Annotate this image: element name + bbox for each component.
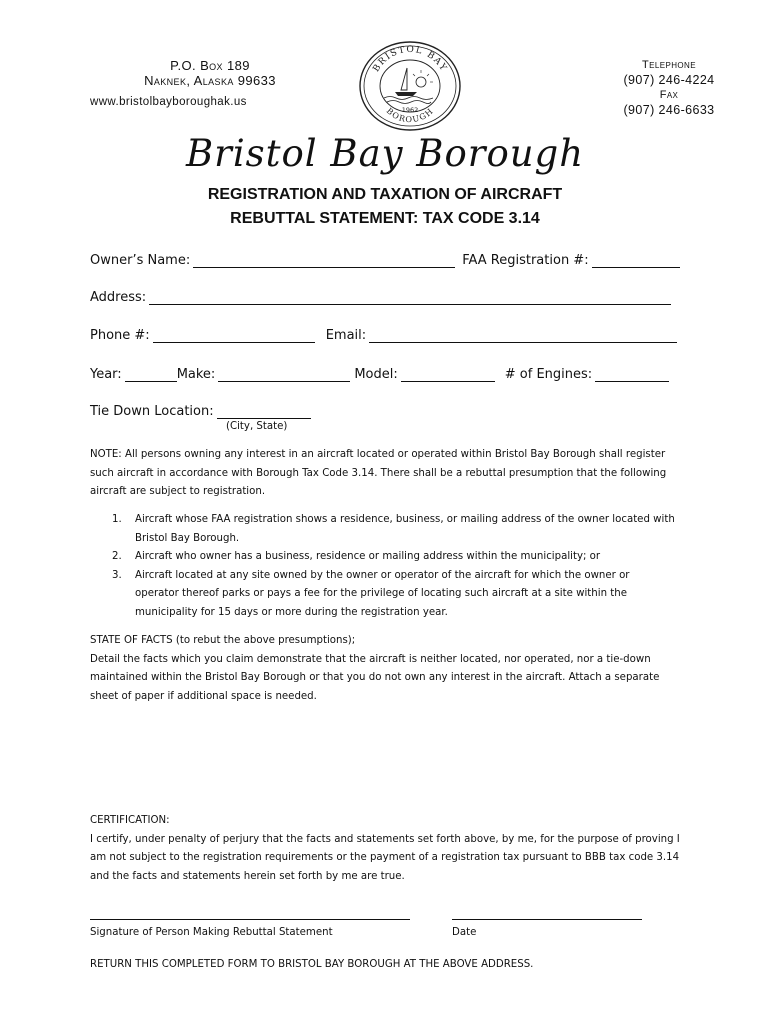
owner-row: [90, 248, 674, 268]
owner-name-label: Owner’s Name:: [90, 253, 191, 268]
year-label: Year:: [90, 367, 122, 382]
list-item-line: Aircraft whose FAA registration shows a residence, business, or mailing address of the owner located with: [135, 514, 675, 525]
seal-year: 1962: [401, 106, 419, 114]
fax-number: (907) 246-6633: [623, 103, 715, 117]
list-item-line: Aircraft who owner has a business, residence or mailing address within the municipality; or: [135, 551, 601, 562]
engines-field[interactable]: [595, 367, 669, 382]
facts-line: Detail the facts which you claim demonstrate that the aircraft is neither located, nor operated, nor a tie-down: [90, 653, 651, 665]
note-line: such aircraft in accordance with Borough Tax Code 3.14. There shall be a rebuttal presumption that the following: [90, 467, 667, 479]
list-item-number: 1.: [112, 514, 122, 525]
address-line-2: Naknek, Alaska 99633: [144, 73, 276, 88]
phone-label: Phone #:: [90, 328, 150, 343]
facts-line: sheet of paper if additional space is needed.: [90, 690, 317, 702]
email-label: Email:: [325, 328, 367, 343]
form-title-line-1: REGISTRATION AND TAXATION OF AIRCRAFT: [207, 186, 563, 203]
list-item-line: operator thereof parks or pays a fee for the privilege of locating such aircraft at a site within the: [135, 588, 627, 599]
address-field[interactable]: [149, 290, 671, 305]
faa-registration-label: FAA Registration #:: [462, 253, 589, 268]
form-title-line-2: REBUTTAL STATEMENT: TAX CODE 3.14: [230, 210, 540, 227]
telephone-number: (907) 246-4224: [623, 73, 715, 87]
mailing-address: [110, 58, 310, 88]
seal-text-top: BRISTOL BAY: [371, 44, 449, 74]
model-field[interactable]: [401, 367, 495, 382]
list-item-line: Aircraft located at any site owned by the owner or operator of the aircraft for which the owner or: [135, 569, 630, 581]
list-item: [90, 511, 690, 548]
contact-block: [600, 58, 738, 118]
list-item-line: municipality for 15 days or more during the registration year.: [135, 606, 448, 618]
phone-field[interactable]: [153, 328, 315, 343]
make-label: Make:: [176, 367, 216, 382]
email-field[interactable]: [369, 328, 677, 343]
tie-down-field[interactable]: [217, 404, 311, 419]
tie-down-label: Tie Down Location:: [90, 404, 214, 419]
date-field[interactable]: [452, 919, 642, 920]
make-field[interactable]: [218, 367, 350, 382]
list-item: [90, 567, 690, 623]
tie-down-row: [90, 399, 674, 419]
certification: [90, 812, 690, 886]
certification-line: and the facts and statements herein set forth by me are true.: [90, 870, 405, 882]
facts-heading: STATE OF FACTS (to rebut the above presumptions);: [90, 635, 356, 646]
certification-heading: CERTIFICATION:: [90, 815, 170, 826]
address-label: Address:: [90, 290, 147, 305]
signature-label: Signature of Person Making Rebuttal Statement: [90, 927, 333, 938]
seal-text-bottom: BOROUGH: [384, 106, 436, 125]
note-paragraph: [90, 446, 690, 502]
model-label: Model:: [354, 367, 398, 382]
facts-response-area[interactable]: [90, 712, 674, 802]
facts-line: maintained within the Bristol Bay Borough or that you do not own any interest in the aircraft. Attach a separate: [90, 672, 660, 683]
year-field[interactable]: [125, 367, 177, 382]
owner-name-field[interactable]: [193, 253, 455, 268]
list-item: [90, 548, 690, 567]
note-line: NOTE: All persons owning any interest in an aircraft located or operated within Bristol Bay Borough shall register: [90, 449, 666, 460]
website-link[interactable]: www.bristolbayboroughak.us: [90, 96, 247, 108]
list-item-number: 3.: [112, 569, 122, 581]
borough-name-script: Bristol Bay Borough: [185, 132, 585, 175]
fax-label: Fax: [659, 89, 679, 101]
presumption-list: [90, 511, 690, 622]
address-line-1: P.O. Box 189: [170, 58, 250, 73]
date-label: Date: [452, 927, 477, 938]
phone-email-row: [90, 323, 674, 343]
faa-registration-field[interactable]: [592, 253, 680, 268]
certification-line: I certify, under penalty of perjury that the facts and statements set forth above, by me, for the purpose of proving I: [90, 833, 680, 845]
list-item-number: 2.: [112, 551, 122, 562]
address-row: [90, 285, 674, 305]
aircraft-row: [90, 362, 674, 382]
telephone-label: Telephone: [642, 59, 696, 71]
engines-label: # of Engines:: [504, 367, 593, 382]
city-state-hint: (City, State): [226, 421, 288, 432]
return-instructions: RETURN THIS COMPLETED FORM TO BRISTOL BAY BOROUGH AT THE ABOVE ADDRESS.: [90, 959, 534, 970]
note-line: aircraft are subject to registration.: [90, 486, 266, 497]
list-item-line: Bristol Bay Borough.: [135, 532, 240, 544]
certification-line: am not subject to the registration requirements or the payment of a registration tax pursuant to BBB tax code 3.14: [90, 852, 680, 863]
borough-seal-logo: [357, 40, 463, 132]
signature-field[interactable]: [90, 919, 410, 920]
state-of-facts: [90, 632, 690, 706]
